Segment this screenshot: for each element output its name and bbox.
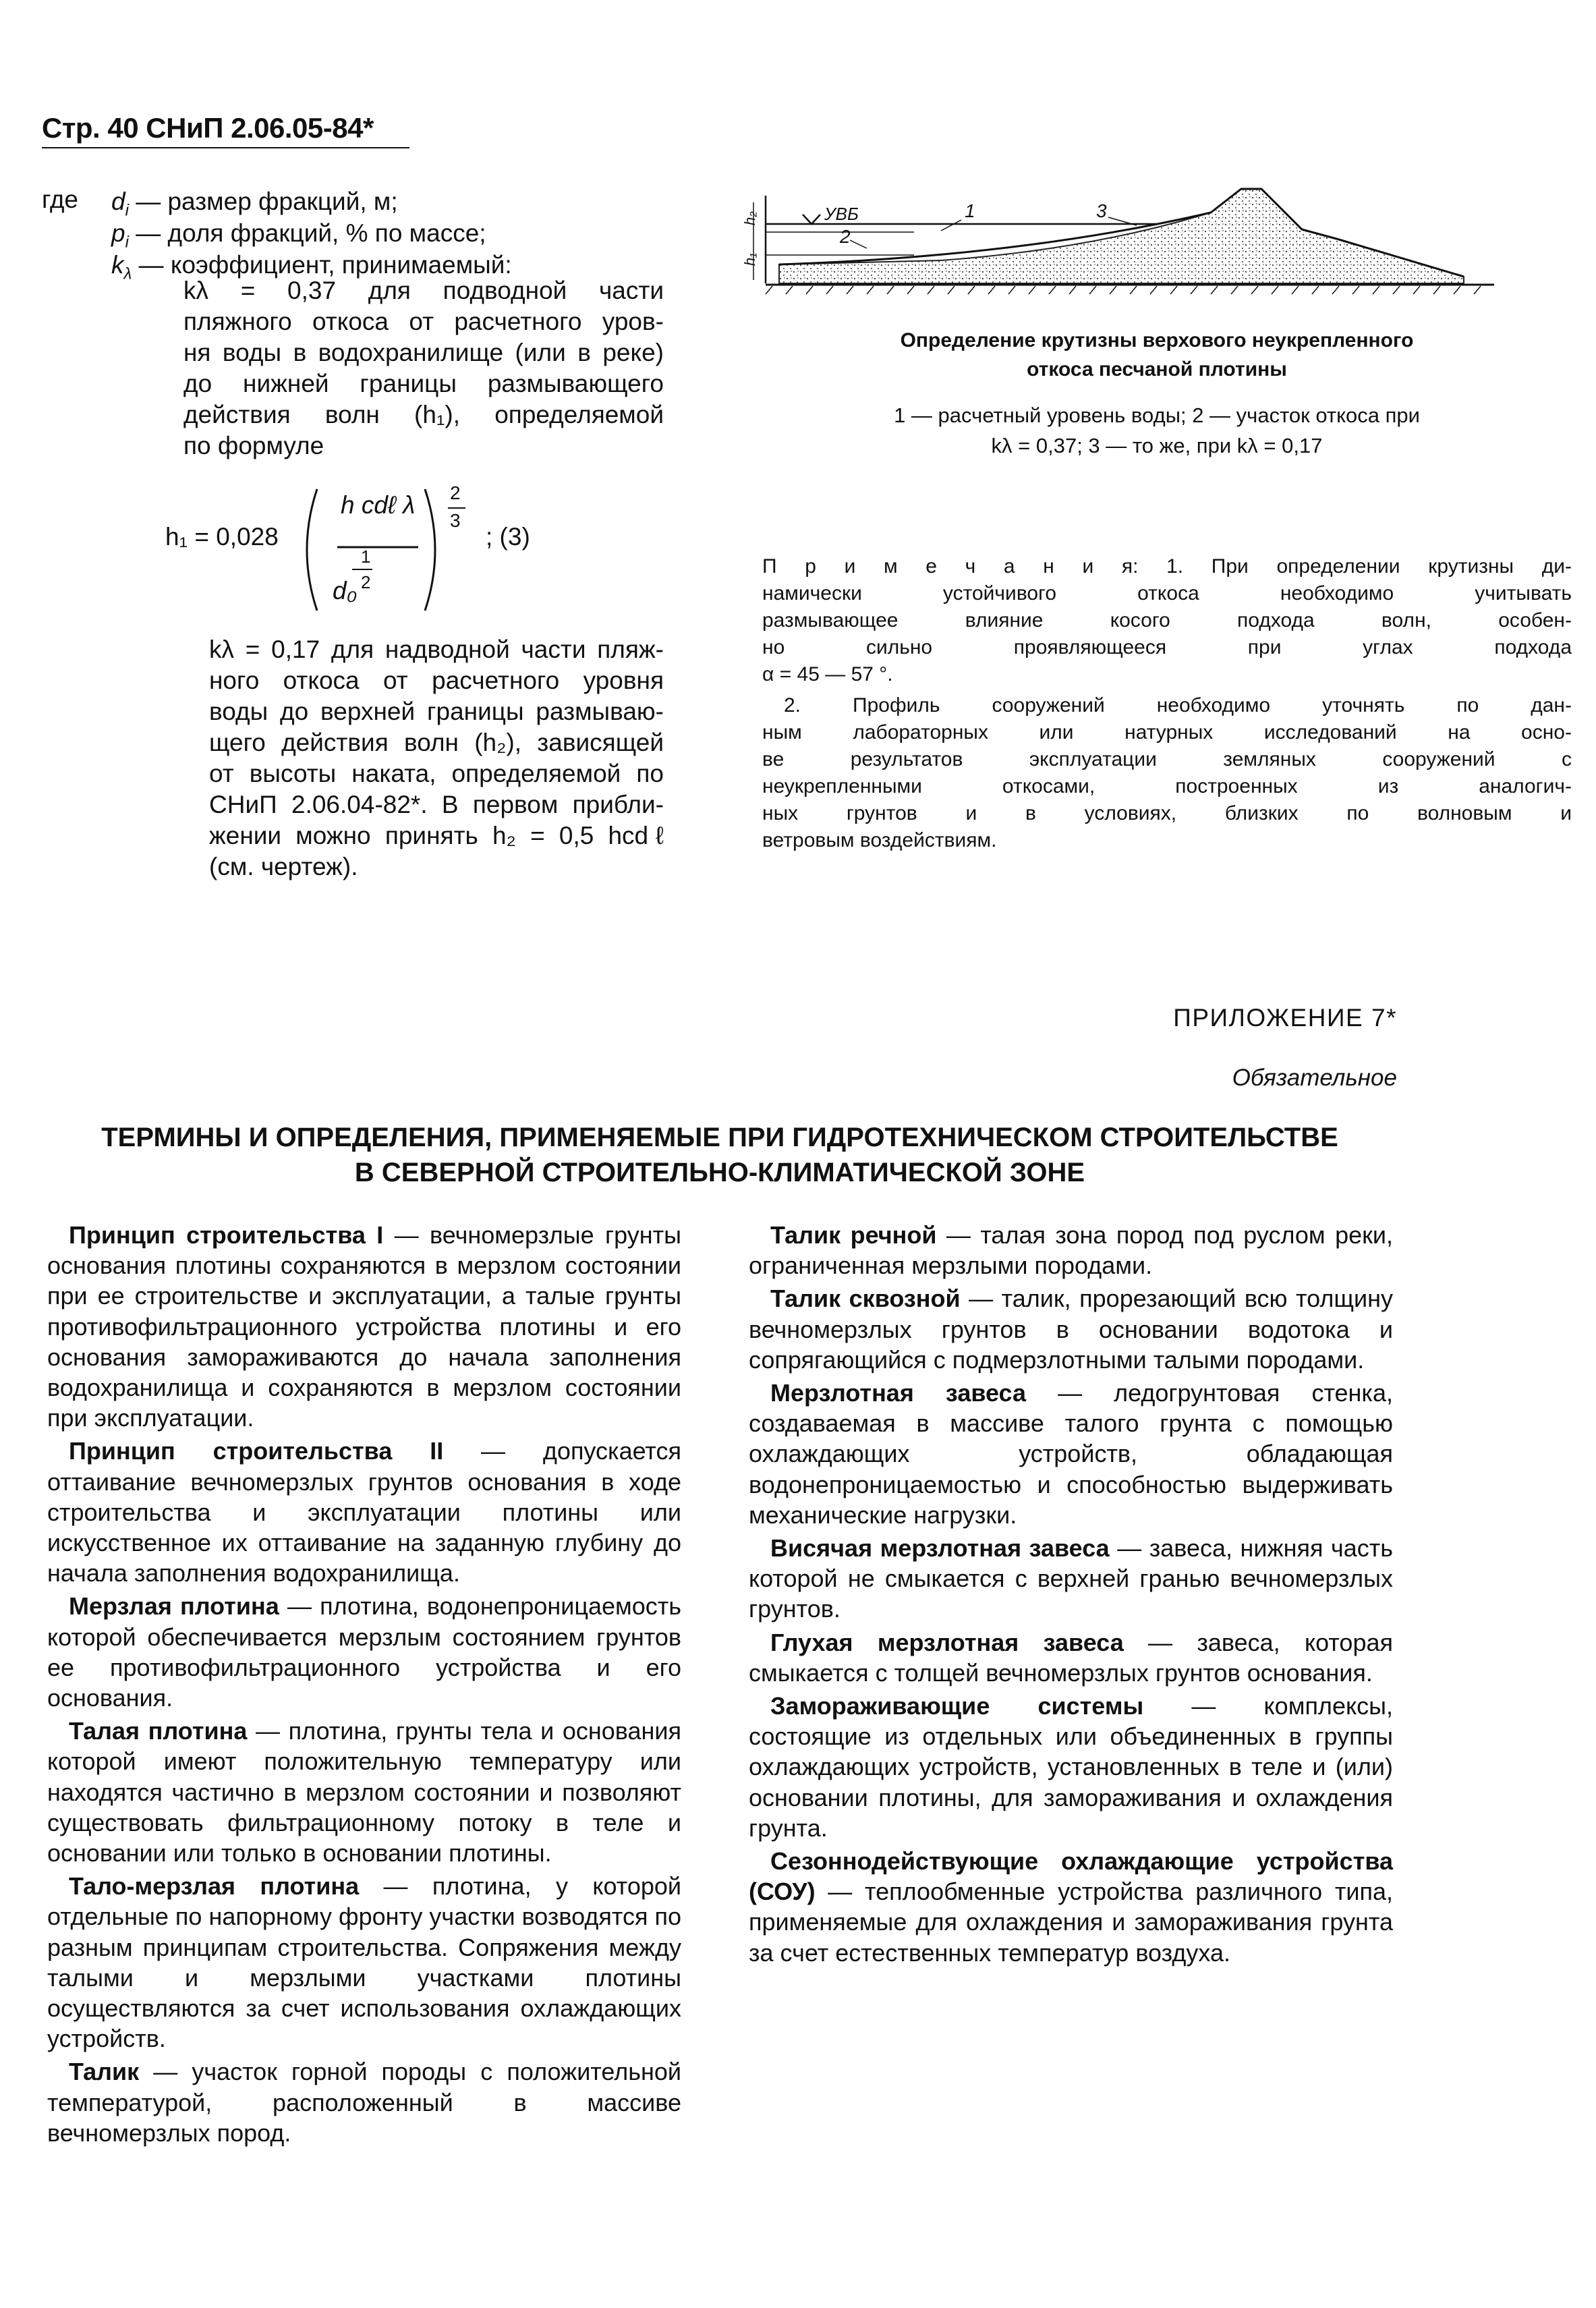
label-3: 3 [1096,200,1107,221]
terms-left-column [47,1220,681,2151]
figure-legend-line: kλ = 0,37; 3 — то же, при kλ = 0,17 [991,434,1323,457]
term-name: Висячая мерзлотная завеса [770,1534,1110,1563]
term-name: Принцип строительства I [69,1221,384,1249]
formula-denominator: d₀ [333,577,358,604]
term-entry [47,1591,681,1713]
term-definition: — вечномерзлые грунты основания плотины сохраняются в мерзлом состоянии при ее строительстве и эксплуатации, а талые грунты противофильтрационного устройства плотины и его основания замораживаются до начала заполнения водохранилища и сохраняются в мерзлом состоянии при эксплуатации. [47,1221,681,1432]
term-entry [47,1220,681,1433]
figure-legend-line: 1 — расчетный уровень воды; 2 — участок откоса при [894,403,1420,427]
k2-line: от высоты наката, определяемой по [209,760,664,787]
formula-exp-bar [448,507,465,509]
term-name: Талая плотина [69,1717,248,1745]
formula-exp-den: 3 [450,510,461,531]
note-line: П р и м е ч а н и я: 1. При определении крутизны ди- [762,555,1572,578]
figure-caption-line: откоса песчаной плотины [1027,358,1287,381]
term-name: Глухая мерзлотная завеса [770,1628,1124,1656]
label-h1: h₁ [741,252,758,266]
appendix-status: Обязательное [1232,1065,1397,1091]
term-definition: — ледогрунтовая стенка, создаваемая в массиве талого грунта с помощью охлаждающих устройств, обладающая водонепроницаемостью и способностью выдерживать механические нагрузки. [749,1379,1393,1529]
def-text: — размер фракций, м; [128,188,398,215]
def-symbol: k [111,251,124,279]
term-definition: — талик, прорезающий всю толщину вечномерзлых грунтов в основании водотока и сопрягающийся с подмерзлотными талыми породами. [749,1285,1393,1374]
term-entry [749,1283,1393,1375]
section-heading-line: В СЕВЕРНОЙ СТРОИТЕЛЬНО-КЛИМАТИЧЕСКОЙ ЗОНЕ [354,1158,1085,1187]
term-name: Мерзлая плотина [69,1592,279,1621]
term-entry [47,1436,681,1588]
term-definition: — допускается оттаивание вечномерзлых грунтов основания в ходе строительства и эксплуатации плотины или искусственное их оттаивание на заданную глубину до начала заполнения водохранилища. [47,1437,681,1587]
term-entry [47,2056,681,2148]
note-line: но сильно проявляющееся при углах подхода [762,636,1572,658]
page-header: Стр. 40 СНиП 2.06.05-84* [42,112,374,144]
formula-exp-num: 2 [450,482,461,503]
k1-line: действия волн (h₁), определяемой [183,401,664,428]
appendix-title: ПРИЛОЖЕНИЕ 7* [1173,1004,1397,1032]
k1-line: ня воды в водохранилище (или в реке) [183,339,664,366]
k2-line: ного откоса от расчетного уровня [209,667,664,694]
def-text: — доля фракций, % по массе; [128,219,486,247]
formula-numerator: h cdℓ λ [341,491,416,519]
term-entry [47,1871,681,2054]
note-line-last: ветровым воздействиям. [762,829,997,851]
note-line: ве результатов эксплуатации земляных сооружений с [762,748,1572,770]
term-entry [749,1220,1393,1280]
def-symbol: d [111,188,125,215]
term-name: Сезоннодействующие охлаждающие устройства (СОУ) [749,1847,1393,1906]
term-name: Талик сквозной [770,1285,961,1313]
term-definition: — комплексы, состоящие из отдельных или объединенных в группы охлаждающих устройств, установленных в теле и (или) основании плотины, для замораживания и охлаждения грунта. [749,1692,1393,1842]
dam-slope-diagram [739,175,1575,310]
note-line: намически устойчивого откоса необходимо учитывать [762,582,1572,604]
notes-block [762,553,1572,854]
term-definition: — завеса, нижняя часть которой не смыкается с верхней гранью вечномерзлых грунтов. [749,1534,1394,1623]
def-sub: i [125,233,129,252]
def-sub: i [125,201,129,220]
term-definition: — завеса, которая смыкается с толщей вечномерзлых грунтов основания. [749,1628,1393,1687]
k2-paragraph [209,634,664,882]
term-entry [749,1691,1393,1843]
term-entry [749,1378,1393,1530]
term-name: Принцип строительства II [69,1437,444,1465]
figure-legend [732,400,1582,461]
term-name: Талик речной [770,1221,937,1249]
note-line: ных грунтов и в условиях, близких по волновым и [762,802,1572,824]
formula-den-exp-den: 2 [361,572,371,592]
term-definition: — участок горной породы с положительной температурой, расположенный в массиве вечномерзлых пород. [47,2058,681,2147]
term-definition: — плотина, у которой отдельные по напорному фронту участки возводятся по разным принципам строительства. Сопряжения между талыми и мерзлыми участками плотины осуществляются за счет использования охлаждающих устройств. [47,1872,682,2053]
section-heading [42,1120,1398,1190]
term-name: Замораживающие системы [770,1692,1144,1720]
figure-caption-line: Определение крутизны верхового неукрепленного [900,329,1414,351]
where-label: где [42,186,79,213]
note-line: 2. Профиль сооружений необходимо уточнять по дан- [784,694,1572,716]
k1-line: kλ = 0,37 для подводной части [183,277,664,304]
figure-caption [732,326,1582,384]
label-h2: h₂ [741,211,758,225]
label-ubb: УВБ [824,204,859,224]
k2-line: СНиП 2.06.04-82*. В первом прибли- [209,791,664,818]
section-heading-line: ТЕРМИНЫ И ОПРЕДЕЛЕНИЯ, ПРИМЕНЯЕМЫЕ ПРИ ГИДРОТЕХНИЧЕСКОМ СТРОИТЕЛЬСТВЕ [101,1123,1338,1152]
term-definition: — плотина, грунты тела и основания которой имеют положительную температуру или находятся частично в мерзлом состоянии и позволяют существовать фильтрационному потоку в теле и основании или только в основании плотины. [47,1717,681,1867]
term-definition: — талая зона пород под руслом реки, ограниченная мерзлыми породами. [749,1221,1394,1280]
formula-den-exp-num: 1 [361,546,371,567]
k1-line: пляжного откоса от расчетного уров- [183,308,664,335]
note-line: размывающее влияние косого подхода волн, особен- [762,609,1572,631]
term-entry [749,1627,1393,1688]
terms-right-column [749,1220,1393,1971]
note-line: ным лабораторных или натурных исследований на осно- [762,721,1572,743]
note-line: неукрепленными откосами, построенных из аналогич- [762,775,1572,797]
k1-paragraph [183,275,664,461]
term-entry [749,1533,1393,1625]
k2-line: воды до верхней границы размываю- [209,698,664,725]
def-text: — коэффициент, принимаемый: [132,251,512,279]
k2-line: kλ = 0,17 для надводной части пляж- [209,636,664,663]
label-2: 2 [840,226,851,247]
k2-line: жении можно принять h₂ = 0,5 hcdℓ [209,822,664,849]
formula-lhs: h₁ = 0,028 [165,523,279,551]
formula-number: ; (3) [486,523,530,551]
def-sub: λ [123,264,132,283]
term-name: Тало-мерзлая плотина [69,1872,360,1901]
def-symbol: p [111,219,125,247]
k2-line-last: (см. чертеж). [209,853,358,880]
term-entry [749,1846,1393,1968]
term-name: Талик [69,2058,140,2086]
term-name: Мерзлотная завеса [770,1379,1027,1407]
term-entry [47,1716,681,1868]
note-line-last: α = 45 — 57 °. [762,663,893,685]
term-definition: — теплообменные устройства различного типа, применяемые для охлаждения и замораживания грунта за счет естественных температур воздуха. [749,1878,1393,1967]
k2-line: щего действия волн (h₂), зависящей [209,729,664,756]
header-rule [42,147,409,148]
label-1: 1 [965,200,975,221]
k1-line-last: по формуле [183,432,324,459]
k1-line: до нижней границы размывающего [183,370,664,397]
formula-den-exp-bar [352,569,372,570]
term-definition: — плотина, водонепроницаемость которой обеспечивается мерзлым состоянием грунтов ее противофильтрационного устройства и его основания. [47,1592,682,1712]
